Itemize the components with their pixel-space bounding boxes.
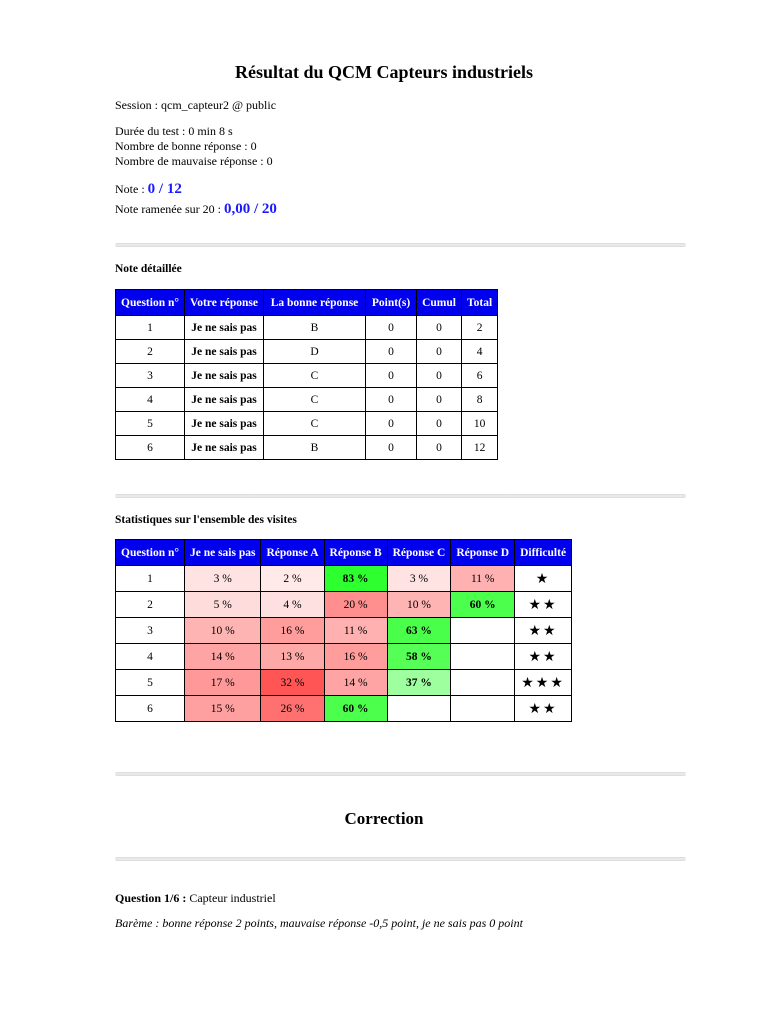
table-cell: 0: [417, 436, 462, 460]
table-cell: 2: [462, 316, 498, 340]
table-cell: 0: [366, 412, 417, 436]
table-row: [116, 566, 572, 592]
table-cell: 10: [462, 412, 498, 436]
column-header: Réponse D: [451, 540, 515, 566]
table-row: [116, 436, 498, 460]
difficulty-stars-icon: ★★: [515, 618, 572, 644]
separator: [115, 243, 686, 247]
column-header: Point(s): [366, 290, 417, 316]
stat-cell: 11 %: [324, 618, 387, 644]
column-header: Je ne sais pas: [184, 540, 261, 566]
correction-title: Correction: [344, 809, 424, 828]
table-cell: Je ne sais pas: [184, 412, 263, 436]
table-cell: 0: [366, 340, 417, 364]
table-cell: Je ne sais pas: [184, 436, 263, 460]
stat-cell: [451, 696, 515, 722]
detail-header-row: [116, 290, 498, 316]
stat-cell: [451, 644, 515, 670]
note20-line: [115, 201, 277, 218]
stat-cell: 14 %: [184, 644, 261, 670]
note-label: Note :: [115, 182, 148, 196]
table-cell: C: [264, 388, 366, 412]
column-header: Réponse B: [324, 540, 387, 566]
table-cell: 6: [116, 436, 185, 460]
session-line: Session : qcm_capteur2 @ public: [115, 98, 277, 112]
stats-table: [115, 539, 572, 722]
stat-cell: 63 %: [387, 618, 451, 644]
separator: [115, 772, 686, 776]
stat-cell: 10 %: [387, 592, 451, 618]
table-cell: B: [264, 436, 366, 460]
column-header: Question n°: [116, 540, 185, 566]
stat-cell: 10 %: [184, 618, 261, 644]
stat-cell: 83 %: [324, 566, 387, 592]
table-row: [116, 340, 498, 364]
stat-cell: 3 %: [184, 566, 261, 592]
stat-cell: [451, 670, 515, 696]
table-row: [116, 696, 572, 722]
note-value: 0 / 12: [147, 181, 182, 197]
note-line: [115, 181, 182, 198]
table-row: [116, 670, 572, 696]
stat-cell: 11 %: [451, 566, 515, 592]
difficulty-stars-icon: ★★: [515, 644, 572, 670]
table-row: [116, 618, 572, 644]
question-number-cell: 2: [116, 592, 185, 618]
table-cell: Je ne sais pas: [184, 340, 263, 364]
table-cell: 5: [116, 412, 185, 436]
stat-cell: 5 %: [184, 592, 261, 618]
table-row: [116, 388, 498, 412]
stat-cell: 37 %: [387, 670, 451, 696]
table-cell: 0: [366, 316, 417, 340]
stat-cell: 60 %: [324, 696, 387, 722]
table-cell: 0: [366, 364, 417, 388]
stat-cell: 32 %: [261, 670, 324, 696]
table-cell: B: [264, 316, 366, 340]
column-header: La bonne réponse: [264, 290, 366, 316]
stat-cell: 15 %: [184, 696, 261, 722]
table-row: [116, 316, 498, 340]
stat-cell: 17 %: [184, 670, 261, 696]
stat-cell: 2 %: [261, 566, 324, 592]
table-cell: 0: [417, 364, 462, 388]
table-cell: Je ne sais pas: [184, 316, 263, 340]
table-row: [116, 644, 572, 670]
note20-value: 0,00 / 20: [223, 201, 277, 217]
stat-cell: 16 %: [324, 644, 387, 670]
stat-cell: [451, 618, 515, 644]
duration-line: Durée du test : 0 min 8 s: [115, 124, 233, 138]
stat-cell: 58 %: [387, 644, 451, 670]
stats-heading: Statistiques sur l'ensemble des visites: [115, 514, 297, 526]
table-cell: 1: [116, 316, 185, 340]
separator: [115, 494, 686, 498]
table-cell: 0: [366, 436, 417, 460]
question-text: Capteur industriel: [186, 891, 276, 905]
table-cell: 0: [417, 340, 462, 364]
column-header: Total: [462, 290, 498, 316]
table-cell: 2: [116, 340, 185, 364]
bareme-text: Barème : bonne réponse 2 points, mauvaise réponse -0,5 point, je ne sais pas 0 point: [115, 916, 523, 930]
table-cell: Je ne sais pas: [184, 388, 263, 412]
stat-cell: 3 %: [387, 566, 451, 592]
table-cell: C: [264, 364, 366, 388]
question-number-cell: 6: [116, 696, 185, 722]
table-cell: 6: [462, 364, 498, 388]
page-title: Résultat du QCM Capteurs industriels: [234, 62, 534, 82]
table-cell: D: [264, 340, 366, 364]
separator: [115, 857, 686, 861]
question-number-cell: 1: [116, 566, 185, 592]
stat-cell: 20 %: [324, 592, 387, 618]
table-cell: C: [264, 412, 366, 436]
column-header: Cumul: [417, 290, 462, 316]
table-cell: 0: [417, 388, 462, 412]
column-header: Réponse C: [387, 540, 451, 566]
column-header: Difficulté: [515, 540, 572, 566]
column-header: Question n°: [116, 290, 185, 316]
table-cell: 0: [366, 388, 417, 412]
question-number-cell: 3: [116, 618, 185, 644]
table-cell: 4: [116, 388, 185, 412]
bad-answers-line: Nombre de mauvaise réponse : 0: [115, 154, 273, 168]
column-header: Réponse A: [261, 540, 324, 566]
table-cell: Je ne sais pas: [184, 364, 263, 388]
stat-cell: 16 %: [261, 618, 324, 644]
table-cell: 12: [462, 436, 498, 460]
table-row: [116, 592, 572, 618]
stat-cell: 26 %: [261, 696, 324, 722]
stat-cell: 14 %: [324, 670, 387, 696]
note20-label: Note ramenée sur 20 :: [115, 202, 224, 216]
question-line: [115, 891, 276, 906]
difficulty-stars-icon: ★★★: [515, 670, 572, 696]
table-row: [116, 364, 498, 388]
question-number-cell: 4: [116, 644, 185, 670]
difficulty-stars-icon: ★★: [515, 592, 572, 618]
difficulty-stars-icon: ★: [515, 566, 572, 592]
detail-heading: Note détaillée: [115, 263, 182, 275]
question-label: Question 1/6 :: [115, 891, 187, 905]
column-header: Votre réponse: [184, 290, 263, 316]
stat-cell: 60 %: [451, 592, 515, 618]
stats-header-row: [116, 540, 572, 566]
table-cell: 4: [462, 340, 498, 364]
stat-cell: 4 %: [261, 592, 324, 618]
table-cell: 8: [462, 388, 498, 412]
stat-cell: 13 %: [261, 644, 324, 670]
good-answers-line: Nombre de bonne réponse : 0: [115, 139, 257, 153]
table-row: [116, 412, 498, 436]
table-cell: 0: [417, 412, 462, 436]
stat-cell: [387, 696, 451, 722]
difficulty-stars-icon: ★★: [515, 696, 572, 722]
detail-table: [115, 289, 498, 460]
question-number-cell: 5: [116, 670, 185, 696]
table-cell: 3: [116, 364, 185, 388]
table-cell: 0: [417, 316, 462, 340]
